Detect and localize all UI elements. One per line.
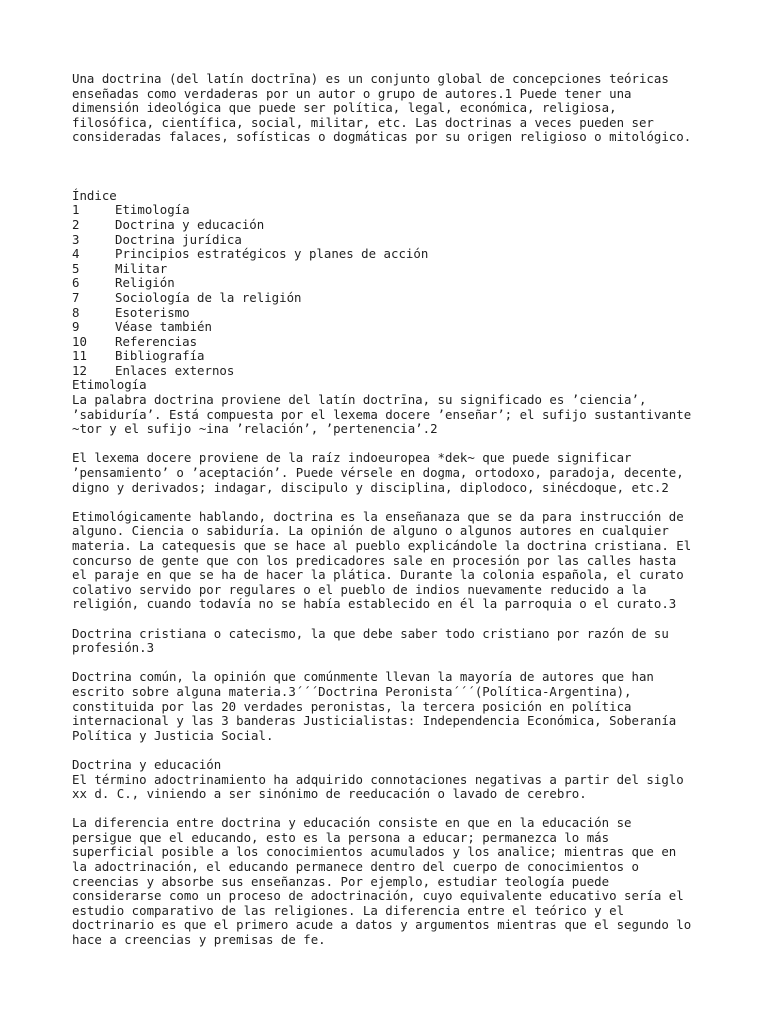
toc-item [72,291,712,306]
toc-item-label: Bibliografía [115,348,205,364]
toc-item-label: Religión [115,275,175,291]
toc-item [72,262,712,277]
toc-item [72,276,712,291]
toc-title: Índice [72,187,117,203]
table-of-contents [72,189,712,379]
toc-item-label: Véase también [115,319,212,335]
toc-item-number: 11 [72,348,87,364]
paragraph: Etimológicamente hablando, doctrina es la enseñanaza que se da para instrucción de alguno. Ciencia o sabiduría. La opinión de alguno o algunos autores en cualquier materia. La catequesis que se hace al pueblo explicándole la doctrina cristiana. El concurso de gente que con los predicadores sale en procesión por las calles hasta el paraje en que se ha de hacer la plática. Durante la colonia española, el curato colativo servido por regulares o el pueblo de indios nuevamente reducido a la religión, cuando todavía no se había establecido en él la parroquia o el curato.3 [72,508,692,612]
spacer [72,174,712,189]
section-heading-etimologia: Etimología [72,377,147,393]
toc-item-label: Sociología de la religión [115,289,302,305]
toc-item-label: Etimología [115,202,190,218]
toc-item-number: 2 [72,216,80,232]
toc-item-number: 1 [72,202,80,218]
toc-item-label: Enlaces externos [115,362,235,378]
spacer [72,145,712,174]
toc-item [72,306,712,321]
toc-item-label: Doctrina jurídica [115,231,242,247]
paragraph: El lexema docere proviene de la raíz indoeuropea *dek~ que puede significar ’pensamiento’ o ’aceptación’. Puede vérsele en dogma, ortodoxo, paradoja, decente, digno y derivados; indagar, discipulo y disciplina, diplodoco, sinécdoque, etc.2 [72,450,684,495]
paragraph: La diferencia entre doctrina y educación consiste en que en la educación se persigue que el educando, esto es la persona a educar; permanezca lo más superficial posible a los conocimientos acumulados y los analice; mientras que en la adoctrinación, el educando permanece dentro del cuerpo de conocimientos o creencias y absorbe sus enseñanzas. Por ejemplo, estudiar teología puede considerarse como un proceso de adoctrinación, cuyo equivalente educativo sería el estudio comparativo de las religiones. La diferencia entre el teórico y el doctrinario es que el primero acude a datos y argumentos mientras que el segundo lo hace a creencias y premisas de fe. [72,815,692,948]
intro-paragraph: Una doctrina (del latín doctrīna) es un conjunto global de concepciones teóricas enseñadas como verdaderas por un autor o grupo de autores.1 Puede tener una dimensión ideológica que puede ser política, legal, económica, religiosa, filosófica, científica, social, militar, etc. Las doctrinas a veces pueden ser consideradas falaces, sofísticas o dogmáticas por su origen religioso o mitológico. [72,71,692,145]
toc-item-number: 7 [72,289,80,305]
toc-item-label: Esoterismo [115,304,190,320]
spacer [72,495,712,510]
toc-item-number: 10 [72,333,87,349]
toc-item-number: 12 [72,362,87,378]
toc-item-number: 5 [72,260,80,276]
toc-item-number: 6 [72,275,80,291]
paragraph: Doctrina cristiana o catecismo, la que debe saber todo cristiano por razón de su profesión.3 [72,625,669,656]
spacer [72,612,712,627]
toc-item-label: Militar [115,260,168,276]
spacer [72,437,712,452]
spacer [72,743,712,758]
document-page [72,72,712,948]
toc-item-number: 3 [72,231,80,247]
toc-item-label: Principios estratégicos y planes de acción [115,246,429,262]
toc-item [72,233,712,248]
spacer [72,802,712,817]
toc-item [72,349,712,364]
toc-item [72,335,712,350]
toc-item [72,320,712,335]
toc-item-number: 9 [72,319,80,335]
toc-item-label: Doctrina y educación [115,216,265,232]
toc-item [72,203,712,218]
paragraph: El término adoctrinamiento ha adquirido connotaciones negativas a partir del siglo xx d. C., viniendo a ser sinónimo de reeducación o lavado de cerebro. [72,771,684,802]
paragraph: Doctrina común, la opinión que comúnmente llevan la mayoría de autores que han escrito sobre alguna materia.3´´´Doctrina Peronista´´´(Política-Argentina), constituida por las 20 verdades peronistas, la tercera posición en política internacional y las 3 banderas Justicialistas: Independencia Económica, Soberanía Política y Justicia Social. [72,669,677,743]
toc-item [72,364,712,379]
toc-item [72,247,712,262]
toc-item-label: Referencias [115,333,198,349]
paragraph: La palabra doctrina proviene del latín doctrīna, su significado es ’ciencia’, ’sabiduría’. Está compuesta por el lexema docere ’enseñar’; el sufijo sustantivante ~tor y el sufijo ~ina ’relación’, ’pertenencia’.2 [72,392,692,437]
toc-item [72,218,712,233]
spacer [72,656,712,671]
toc-item-number: 8 [72,304,80,320]
section-heading-educacion: Doctrina y educación [72,756,222,772]
toc-item-number: 4 [72,246,80,262]
